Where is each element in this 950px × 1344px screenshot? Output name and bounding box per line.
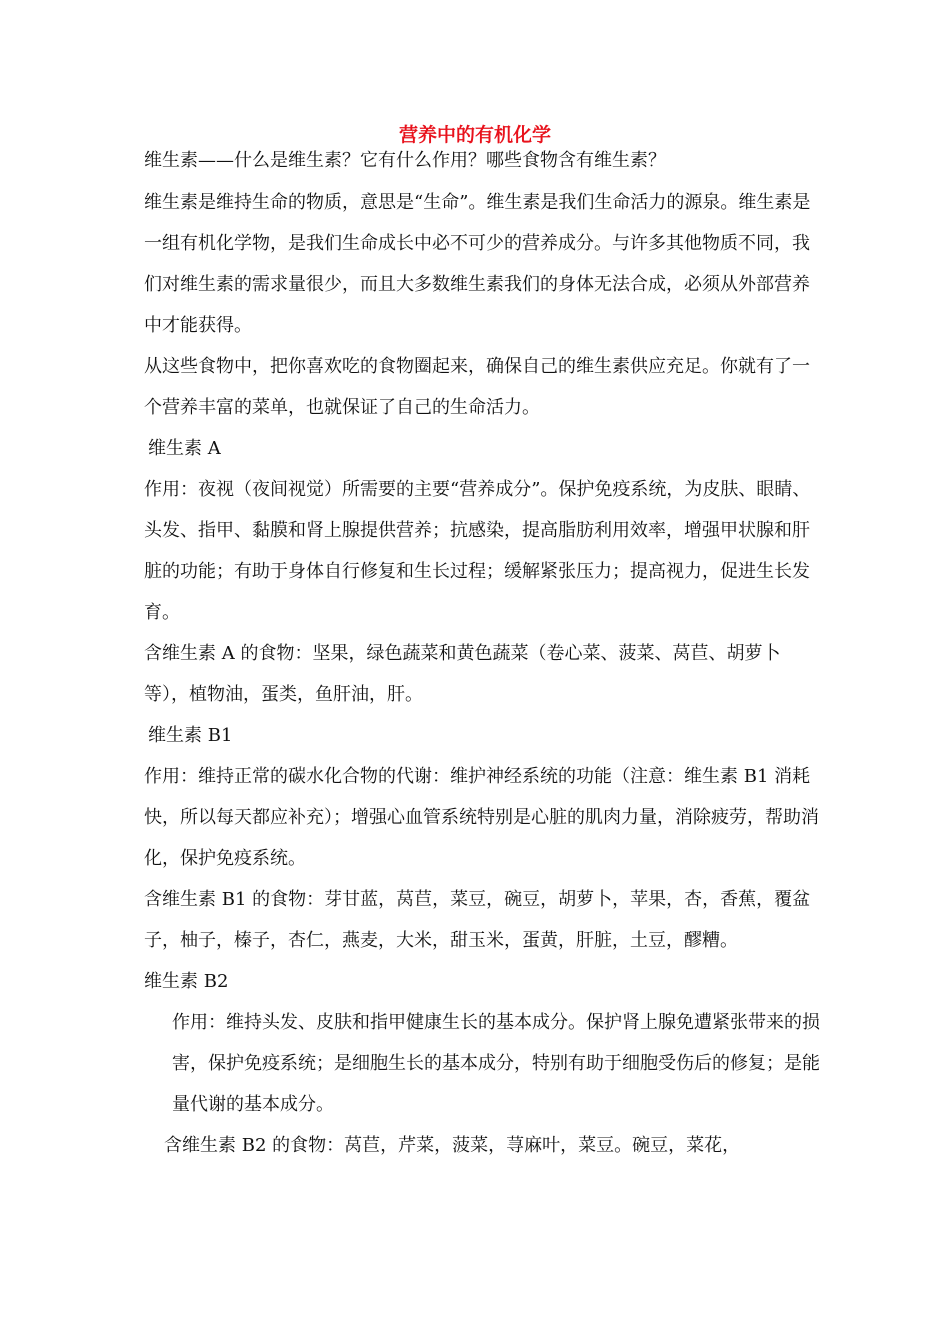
paragraph-food-circle: 从这些食物中，把你喜欢吃的食物圈起来，确保自己的维生素供应充足。你就有了一个营养丰富的菜单，也就保证了自己的生命活力。 xyxy=(144,356,810,418)
paragraph-vitamin-b2-function: 作用：维持头发、皮肤和指甲健康生长的基本成分。保护肾上腺免遭紧张带来的损害，保护免疫系统；是细胞生长的基本成分，特别有助于细胞受伤后的修复；是能量代谢的基本成分。 xyxy=(172,1012,820,1115)
document-title: 营养中的有机化学 xyxy=(398,124,551,146)
document-body xyxy=(144,146,824,1166)
heading-vitamin-b2: 维生素 B2 xyxy=(144,971,229,992)
paragraph-intro-question: 维生素——什么是维生素？它有什么作用？哪些食物含有维生素？ xyxy=(144,150,666,171)
paragraph-vitamin-a-foods: 含维生素 A 的食物：坚果，绿色蔬菜和黄色蔬菜（卷心菜、菠菜、莴苣、胡萝卜等），植物油，蛋类，鱼肝油，肝。 xyxy=(144,643,781,705)
paragraph-vitamin-b1-function: 作用：维持正常的碳水化合物的代谢：维护神经系统的功能（注意：维生素 B1 消耗快，所以每天都应补充）；增强心血管系统特别是心脏的肌肉力量，消除疲劳，帮助消化，保护免疫系统。 xyxy=(144,766,819,869)
paragraph-vitamin-b1-foods: 含维生素 B1 的食物：芽甘蓝，莴苣，菜豆，碗豆，胡萝卜，苹果，杏，香蕉，覆盆子，柚子，榛子，杏仁，燕麦，大米，甜玉米，蛋黄，肝脏，土豆，醪糟。 xyxy=(144,889,811,951)
heading-vitamin-b1: 维生素 B1 xyxy=(148,725,233,746)
paragraph-vitamin-a-function: 作用：夜视（夜间视觉）所需要的主要“营养成分”。保护免疫系统，为皮肤、眼睛、头发、指甲、黏膜和肾上腺提供营养；抗感染，提高脂肪利用效率，增强甲状腺和肝脏的功能；有助于身体自行修复和生长过程；缓解紧张压力；提高视力，促进生长发育。 xyxy=(144,479,811,623)
heading-vitamin-a: 维生素 A xyxy=(148,438,221,459)
paragraph-vitamin-definition: 维生素是维持生命的物质，意思是“生命”。维生素是我们生命活力的源泉。维生素是一组有机化学物，是我们生命成长中必不可少的营养成分。与许多其他物质不同，我们对维生素的需求量很少，而且大多数维生素我们的身体无法合成，必须从外部营养中才能获得。 xyxy=(144,192,811,336)
paragraph-vitamin-b2-foods: 含维生素 B2 的食物：莴苣，芹菜，菠菜，荨麻叶，菜豆。碗豆，菜花， xyxy=(164,1135,741,1156)
